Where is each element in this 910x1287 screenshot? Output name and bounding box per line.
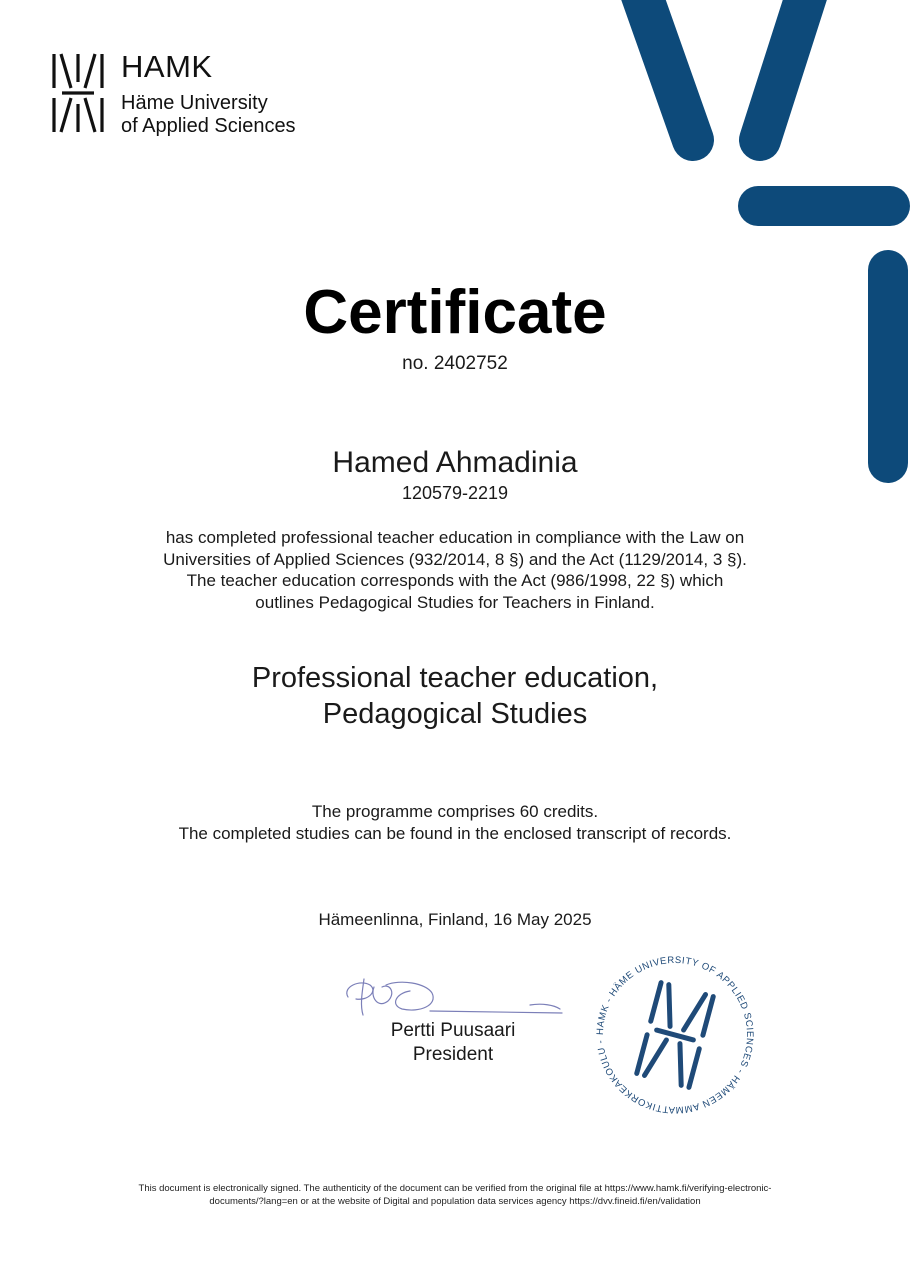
- signer-title: President: [412, 1044, 494, 1065]
- signer-name: Pertti Puusaari: [390, 1020, 516, 1041]
- statement-line: Universities of Applied Sciences (932/2014, 8 §) and the Act (1129/2014, 3 §).: [163, 549, 747, 569]
- logo-subtitle-line-1: Häme University: [121, 92, 268, 114]
- credits-line: The programme comprises 60 credits.: [311, 802, 599, 821]
- place-date: Hämeenlinna, Finland, 16 May 2025: [318, 910, 592, 929]
- verification-footer: [0, 1182, 910, 1208]
- statement-line: has completed professional teacher education in compliance with the Law on: [165, 528, 745, 547]
- deco-bar-left-diagonal: [640, 0, 693, 140]
- recipient-id: 120579-2219: [401, 483, 509, 503]
- hamk-logo-icon: [52, 52, 104, 134]
- university-seal-icon: [590, 950, 760, 1120]
- recipient-name: Hamed Ahmadinia: [332, 446, 578, 479]
- seal-ring-text: HAMK - HÄME UNIVERSITY OF APPLIED SCIENCES - HÄMEEN AMMATTIKORKEAKOULU -: [594, 954, 756, 1116]
- credits-line: The completed studies can be found in the enclosed transcript of records.: [178, 823, 732, 843]
- deco-bar-right-diagonal: [760, 0, 808, 140]
- programme-title: [0, 660, 910, 732]
- footer-line: This document is electronically signed. The authenticity of the document can be verified from the original file at https://www.hamk.fi/verifying-electronic-: [138, 1183, 772, 1194]
- certificate-number: no. 2402752: [402, 353, 508, 374]
- statement-paragraph: [0, 527, 910, 613]
- logo-wordmark: HAMK: [121, 49, 213, 84]
- programme-line: Pedagogical Studies: [322, 698, 588, 730]
- statement-line: The teacher education corresponds with the Act (986/1998, 22 §) which: [186, 571, 724, 590]
- logo-subtitle-line-2: of Applied Sciences: [121, 115, 296, 137]
- footer-line: documents/?lang=en or at the website of Digital and population data services agency https://dvv.fineid.fi/en/validation: [209, 1196, 701, 1207]
- credits-paragraph: [0, 801, 910, 844]
- statement-line: outlines Pedagogical Studies for Teachers in Finland.: [255, 592, 655, 612]
- programme-line: Professional teacher education,: [251, 662, 659, 694]
- certificate-title: Certificate: [303, 278, 607, 347]
